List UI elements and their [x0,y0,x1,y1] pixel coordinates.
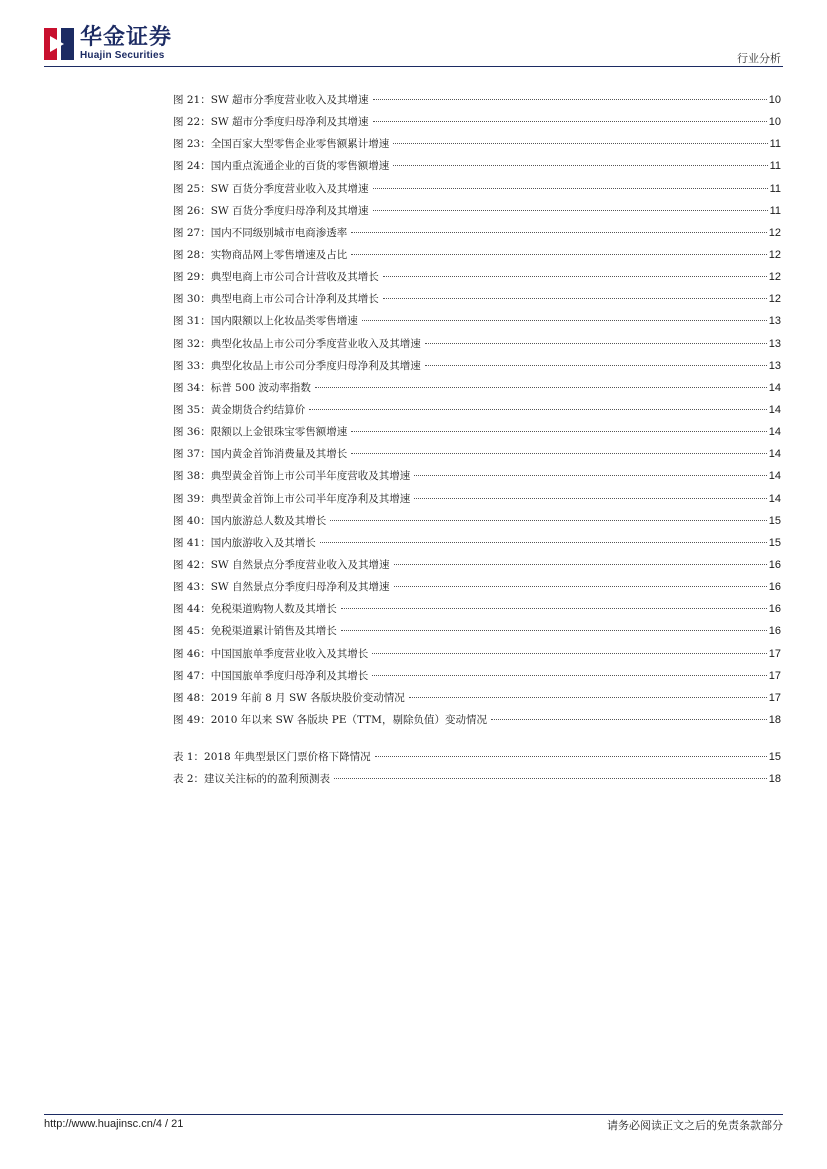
dot-leader [414,475,767,476]
dot-leader [425,343,767,344]
dot-leader [373,99,767,100]
toc-entry-page-number: 10 [768,94,781,106]
figure-table-index [173,92,781,793]
toc-entry-page-number: 11 [769,160,781,173]
page-header [44,26,783,66]
toc-entry-page-number: 14 [768,470,781,483]
figure-entry[interactable] [173,380,781,402]
footer-url-page[interactable]: http://www.huajinsc.cn/4 / 21 [44,1118,184,1130]
dot-leader [351,254,767,255]
footer-divider [44,1114,783,1115]
figure-entry[interactable] [173,358,781,380]
toc-entry-label: 图 31：国内限额以上化妆品类零售增速 [173,315,358,328]
toc-entry-page-number: 12 [768,293,781,306]
dot-leader [414,498,767,499]
toc-entry-label: 图 43：SW 自然景点分季度归母净利及其增速 [173,581,390,594]
toc-entry-page-number: 12 [768,226,781,239]
toc-entry-label: 图 28：实物商品网上零售增速及占比 [173,248,348,261]
toc-entry-page-number: 16 [768,603,781,616]
dot-leader [372,675,767,676]
figure-entry[interactable] [173,247,781,269]
toc-entry-page-number: 14 [768,448,781,461]
toc-entry-label: 图 34：标普 500 波动率指数 [173,381,311,394]
dot-leader [393,143,767,144]
toc-entry-page-number: 11 [769,204,781,217]
figure-entry[interactable] [173,424,781,446]
dot-leader [383,298,767,299]
brand-name-cn: 华金证券 [80,25,173,50]
toc-entry-page-number: 10 [768,116,781,129]
figure-entry[interactable] [173,579,781,601]
toc-entry-label: 图 35：黄金期货合约结算价 [173,403,306,416]
figure-entry[interactable] [173,712,781,734]
huajin-logo-icon [44,28,74,60]
figure-entry[interactable] [173,114,781,136]
toc-entry-page-number: 11 [769,138,781,151]
dot-leader [373,121,767,122]
dot-leader [341,608,767,609]
toc-entry-label: 图 29：典型电商上市公司合计营收及其增长 [173,271,379,284]
figure-entry[interactable] [173,646,781,668]
toc-entry-page-number: 18 [768,713,781,726]
toc-entry-label: 图 25：SW 百货分季度营业收入及其增速 [173,182,369,195]
dot-leader [372,653,767,654]
figure-entry[interactable] [173,158,781,180]
figure-entry[interactable] [173,336,781,358]
figure-entry[interactable] [173,557,781,579]
toc-entry-label: 图 40：国内旅游总人数及其增长 [173,514,327,527]
figure-entry[interactable] [173,402,781,424]
dot-leader [394,564,767,565]
footer-disclaimer: 请务必阅读正文之后的免责条款部分 [607,1119,783,1132]
logo-text [80,27,172,61]
figure-list [173,92,781,734]
company-logo [44,26,172,62]
toc-entry-page-number: 13 [768,337,781,350]
toc-entry-label: 图 23：全国百家大型零售企业零售额累计增速 [173,138,390,151]
figure-entry[interactable] [173,269,781,291]
dot-leader [351,431,767,432]
figure-entry[interactable] [173,668,781,690]
toc-entry-page-number: 18 [768,773,781,786]
toc-entry-page-number: 17 [768,647,781,660]
header-divider [44,66,783,67]
dot-leader [341,630,767,631]
dot-leader [409,697,767,698]
toc-entry-label: 图 38：典型黄金首饰上市公司半年度营收及其增速 [173,470,411,483]
dot-leader [315,387,767,388]
dot-leader [491,719,767,720]
figure-entry[interactable] [173,313,781,335]
dot-leader [383,276,767,277]
toc-entry-page-number: 16 [768,581,781,594]
figure-entry[interactable] [173,601,781,623]
figure-entry[interactable] [173,513,781,535]
dot-leader [351,453,767,454]
toc-entry-label: 图 47：中国国旅单季度归母净利及其增长 [173,669,369,682]
figure-entry[interactable] [173,535,781,557]
figure-entry[interactable] [173,468,781,490]
table-entry[interactable] [173,749,781,771]
dot-leader [320,542,767,543]
toc-entry-page-number: 15 [768,514,781,527]
toc-entry-page-number: 12 [768,248,781,261]
toc-entry-page-number: 15 [768,751,781,764]
toc-entry-page-number: 14 [768,381,781,394]
toc-entry-label: 图 42：SW 自然景点分季度营业收入及其增速 [173,558,390,571]
figure-entry[interactable] [173,690,781,712]
report-section-label: 行业分析 [737,52,781,65]
toc-entry-page-number: 12 [768,271,781,284]
toc-entry-label: 图 21：SW 超市分季度营业收入及其增速 [173,94,369,106]
figure-entry[interactable] [173,491,781,513]
toc-entry-label: 图 22：SW 超市分季度归母净利及其增速 [173,116,369,129]
toc-entry-label: 图 45：免税渠道累计销售及其增长 [173,625,337,638]
figure-entry[interactable] [173,446,781,468]
list-spacer [173,734,781,749]
dot-leader [362,320,767,321]
dot-leader [373,188,768,189]
toc-entry-label: 图 30：典型电商上市公司合计净利及其增长 [173,293,379,306]
figure-entry[interactable] [173,623,781,645]
brand-name-en: Huajin Securities [80,50,165,61]
dot-leader [373,210,768,211]
dot-leader [330,520,767,521]
dot-leader [309,409,767,410]
toc-entry-label: 图 24：国内重点流通企业的百货的零售额增速 [173,160,390,173]
toc-entry-label: 图 49：2010 年以来 SW 各版块 PE（TTM，剔除负值）变动情况 [173,713,487,726]
toc-entry-label: 图 33：典型化妆品上市公司分季度归母净利及其增速 [173,359,421,372]
toc-entry-page-number: 17 [768,691,781,704]
toc-entry-label: 图 37：国内黄金首饰消费量及其增长 [173,448,348,461]
toc-entry-page-number: 17 [768,669,781,682]
toc-entry-page-number: 13 [768,359,781,372]
figure-entry[interactable] [173,136,781,158]
toc-entry-label: 图 46：中国国旅单季度营业收入及其增长 [173,647,369,660]
toc-entry-label: 图 48：2019 年前 8 月 SW 各版块股价变动情况 [173,691,405,704]
table-list [173,749,781,793]
figure-entry[interactable] [173,225,781,247]
dot-leader [334,778,767,779]
toc-entry-label: 图 44：免税渠道购物人数及其增长 [173,603,337,616]
toc-entry-label: 图 41：国内旅游收入及其增长 [173,536,316,549]
dot-leader [393,165,767,166]
toc-entry-label: 图 32：典型化妆品上市公司分季度营业收入及其增速 [173,337,421,350]
toc-entry-label: 图 39：典型黄金首饰上市公司半年度净利及其增速 [173,492,411,505]
figure-entry[interactable] [173,203,781,225]
toc-entry-page-number: 16 [768,625,781,638]
figure-entry[interactable] [173,291,781,313]
toc-entry-page-number: 14 [768,426,781,439]
toc-entry-page-number: 13 [768,315,781,328]
toc-entry-label: 图 26：SW 百货分季度归母净利及其增速 [173,204,369,217]
toc-entry-label: 图 27：国内不同级别城市电商渗透率 [173,226,348,239]
toc-entry-label: 图 36：限额以上金银珠宝零售额增速 [173,426,348,439]
toc-entry-page-number: 14 [768,492,781,505]
dot-leader [425,365,767,366]
toc-entry-page-number: 16 [768,558,781,571]
toc-entry-page-number: 15 [768,536,781,549]
toc-entry-label: 表 1：2018 年典型景区门票价格下降情况 [173,751,371,764]
toc-entry-page-number: 14 [768,403,781,416]
toc-entry-page-number: 11 [769,182,781,195]
figure-entry[interactable] [173,92,781,114]
dot-leader [394,586,767,587]
table-entry[interactable] [173,771,781,793]
dot-leader [351,232,767,233]
dot-leader [375,756,767,757]
toc-entry-label: 表 2：建议关注标的的盈利预测表 [173,773,331,786]
figure-entry[interactable] [173,181,781,203]
